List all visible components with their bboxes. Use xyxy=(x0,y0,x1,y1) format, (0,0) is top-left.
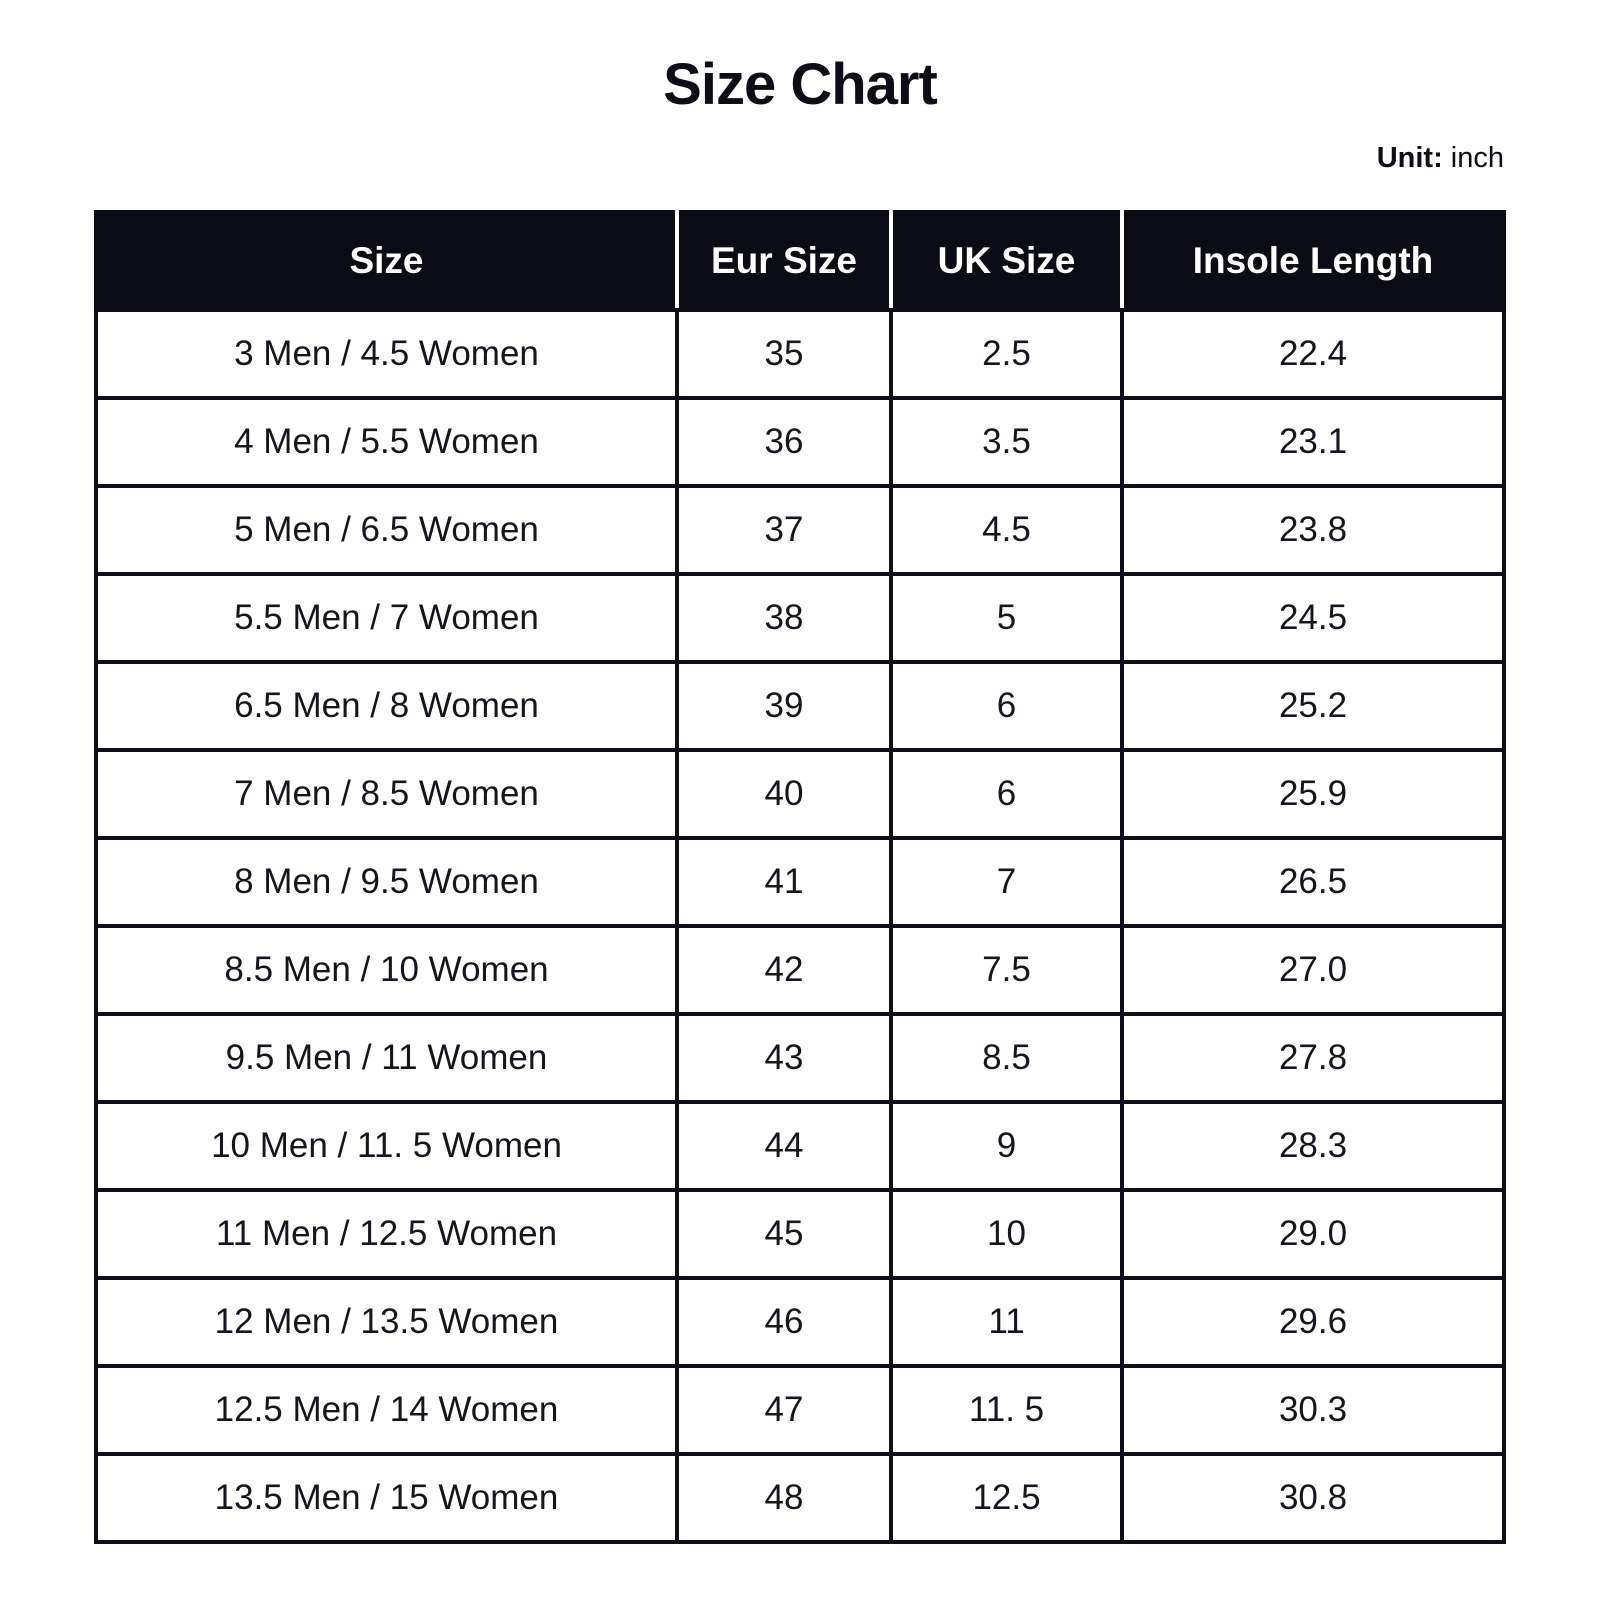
table-cell: 12 Men / 13.5 Women xyxy=(96,1278,677,1366)
column-header-eur-size: Eur Size xyxy=(677,212,891,310)
size-table-body xyxy=(96,310,1504,1542)
unit-value: inch xyxy=(1450,142,1504,174)
table-cell: 25.2 xyxy=(1122,662,1504,750)
table-row xyxy=(96,310,1504,398)
table-row xyxy=(96,1366,1504,1454)
column-header-insole-length: Insole Length xyxy=(1122,212,1504,310)
table-cell: 25.9 xyxy=(1122,750,1504,838)
table-cell: 12.5 Men / 14 Women xyxy=(96,1366,677,1454)
table-cell: 30.3 xyxy=(1122,1366,1504,1454)
table-cell: 11. 5 xyxy=(891,1366,1122,1454)
table-row xyxy=(96,1278,1504,1366)
table-row xyxy=(96,926,1504,1014)
table-cell: 23.8 xyxy=(1122,486,1504,574)
table-cell: 8 Men / 9.5 Women xyxy=(96,838,677,926)
table-cell: 9.5 Men / 11 Women xyxy=(96,1014,677,1102)
table-cell: 27.8 xyxy=(1122,1014,1504,1102)
table-cell: 13.5 Men / 15 Women xyxy=(96,1454,677,1542)
table-cell: 29.0 xyxy=(1122,1190,1504,1278)
table-row xyxy=(96,574,1504,662)
table-cell: 5 xyxy=(891,574,1122,662)
table-cell: 47 xyxy=(677,1366,891,1454)
table-cell: 29.6 xyxy=(1122,1278,1504,1366)
table-cell: 30.8 xyxy=(1122,1454,1504,1542)
table-cell: 35 xyxy=(677,310,891,398)
table-cell: 24.5 xyxy=(1122,574,1504,662)
unit-label: Unit: xyxy=(1376,142,1443,174)
table-cell: 7.5 xyxy=(891,926,1122,1014)
table-row xyxy=(96,838,1504,926)
table-row xyxy=(96,750,1504,838)
table-row xyxy=(96,1014,1504,1102)
size-table xyxy=(94,210,1506,1544)
table-cell: 11 xyxy=(891,1278,1122,1366)
column-header-uk-size: UK Size xyxy=(891,212,1122,310)
table-row xyxy=(96,1190,1504,1278)
table-cell: 9 xyxy=(891,1102,1122,1190)
table-row xyxy=(96,662,1504,750)
table-cell: 6 xyxy=(891,662,1122,750)
table-cell: 10 Men / 11. 5 Women xyxy=(96,1102,677,1190)
table-cell: 4.5 xyxy=(891,486,1122,574)
table-cell: 43 xyxy=(677,1014,891,1102)
column-header-size: Size xyxy=(96,212,677,310)
table-cell: 44 xyxy=(677,1102,891,1190)
table-cell: 36 xyxy=(677,398,891,486)
table-cell: 11 Men / 12.5 Women xyxy=(96,1190,677,1278)
table-cell: 5 Men / 6.5 Women xyxy=(96,486,677,574)
table-cell: 37 xyxy=(677,486,891,574)
table-cell: 46 xyxy=(677,1278,891,1366)
table-cell: 26.5 xyxy=(1122,838,1504,926)
table-cell: 41 xyxy=(677,838,891,926)
table-cell: 40 xyxy=(677,750,891,838)
table-row xyxy=(96,486,1504,574)
table-cell: 5.5 Men / 7 Women xyxy=(96,574,677,662)
header-row xyxy=(96,212,1504,310)
table-cell: 6 xyxy=(891,750,1122,838)
table-cell: 28.3 xyxy=(1122,1102,1504,1190)
table-cell: 38 xyxy=(677,574,891,662)
table-cell: 2.5 xyxy=(891,310,1122,398)
table-cell: 3 Men / 4.5 Women xyxy=(96,310,677,398)
table-cell: 3.5 xyxy=(891,398,1122,486)
table-cell: 10 xyxy=(891,1190,1122,1278)
table-cell: 12.5 xyxy=(891,1454,1122,1542)
table-row xyxy=(96,1102,1504,1190)
table-cell: 6.5 Men / 8 Women xyxy=(96,662,677,750)
table-cell: 27.0 xyxy=(1122,926,1504,1014)
table-cell: 8.5 Men / 10 Women xyxy=(96,926,677,1014)
table-cell: 4 Men / 5.5 Women xyxy=(96,398,677,486)
page-title: Size Chart xyxy=(663,52,937,117)
table-cell: 45 xyxy=(677,1190,891,1278)
table-cell: 39 xyxy=(677,662,891,750)
size-table-header xyxy=(96,212,1504,310)
table-cell: 8.5 xyxy=(891,1014,1122,1102)
table-cell: 7 xyxy=(891,838,1122,926)
table-cell: 48 xyxy=(677,1454,891,1542)
table-cell: 42 xyxy=(677,926,891,1014)
table-cell: 7 Men / 8.5 Women xyxy=(96,750,677,838)
table-row xyxy=(96,1454,1504,1542)
table-cell: 23.1 xyxy=(1122,398,1504,486)
table-row xyxy=(96,398,1504,486)
unit-note xyxy=(96,140,1504,176)
table-cell: 22.4 xyxy=(1122,310,1504,398)
